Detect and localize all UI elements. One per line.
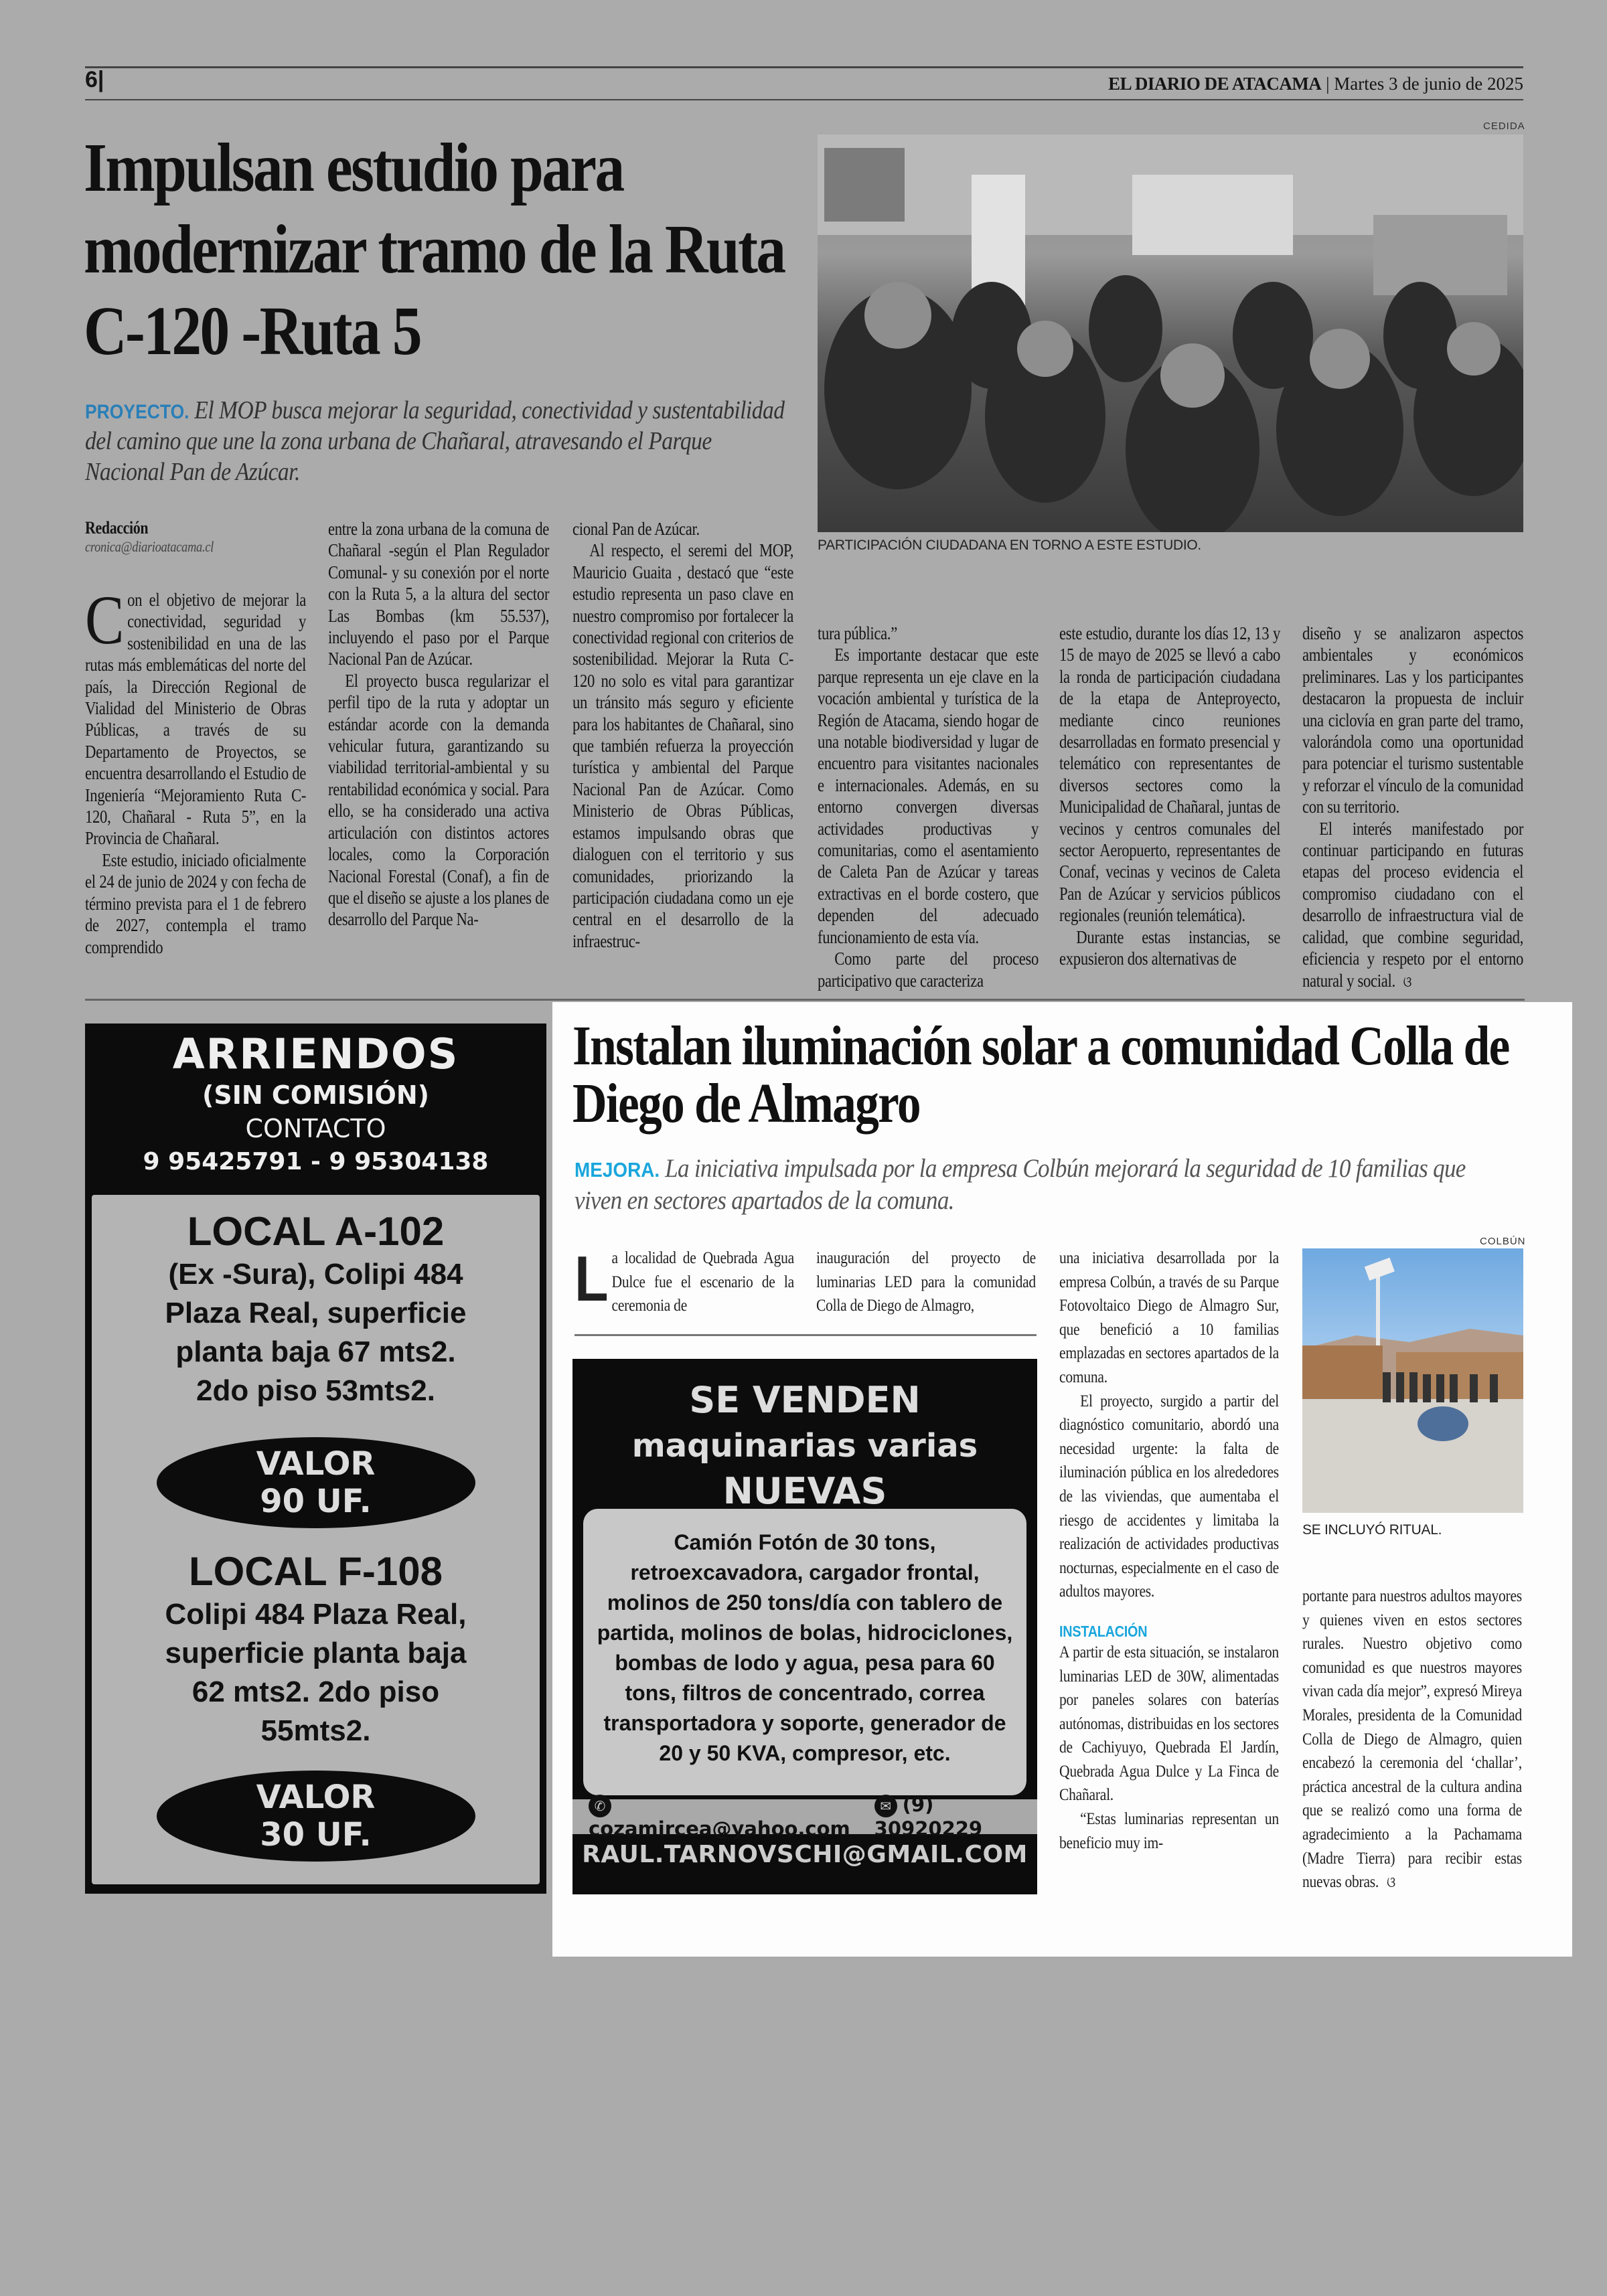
dropcap: C [85,582,125,659]
paragraph: El interés manifestado por continuar participando en futuras etapas del proceso evidencia el compromiso ciudadano con el desarrollo de infraestructura vial de calidad, que combine seguridad, eficiencia y respeto por el entorno natural y social. [1302,818,1524,991]
rental-ad-title: ARRIENDOS [172,1030,459,1078]
meeting-photo-illustration [818,135,1523,532]
machinery-ad-title: SE VENDEN [689,1379,921,1421]
machinery-ad-subtitle-2: NUEVAS [722,1470,887,1512]
machinery-ad-contact-row [572,1793,1037,1840]
rental-ad-phones[interactable]: 9 95425791 - 9 95304138 [143,1148,489,1175]
local2-line: 62 mts2. 2do piso [192,1675,440,1708]
article1-photo-credit: CEDIDA [1483,120,1525,132]
machinery-ad-items: Camión Fotón de 30 tons, retroexcavadora, cargador frontal, molinos de 250 tons/día con tablero de partida, molinos de bolas, hidrociclones, bombas de lodo y agua, pesa para 60 tons, filtros de concentrado, correa transportadora y soporte, generador de 20 y 50 KVA, compresor, etc. [583,1509,1026,1795]
local1-line: (Ex -Sura), Colipi 484 [168,1258,463,1291]
byline: Redacción [85,518,149,538]
paragraph: una iniciativa desarrollada por la empresa Colbún, a través de su Parque Fotovoltaico Diego de Almagro Sur, que benefició a 10 familias emplazadas en sectores apartados de la comuna. [1059,1249,1279,1386]
machinery-sale-ad [572,1359,1037,1894]
paragraph: tura pública.” [818,623,898,643]
phone-icon: ✆ [589,1795,611,1817]
local2-title: LOCAL F-108 [189,1549,443,1594]
paragraph: portante para nuestros adultos mayores y quienes viven en estos sectores rurales. Nuestro objetivo como comunidad es que nuestros mayores vivan cada día mejor”, expresó Mireya Morales, presidenta de la Comunidad Colla de Diego de Almagro, quien encabezó la ceremonia del ‘challar’, práctica ancestral de la cultura andina que se realizó como una forma de agradecimiento a la Pachamama (Madre Tierra) para recibir estas nuevas obras. [1302,1587,1522,1892]
top-rule [85,66,1523,68]
local1-title: LOCAL A-102 [187,1209,445,1254]
envelope-icon: ✉ [874,1795,897,1817]
article2-lead [575,1153,1515,1217]
local1-price-badge [157,1437,475,1528]
dropcap: L [575,1243,609,1315]
article1-photo [818,135,1523,532]
section-rule [85,999,1525,1001]
paragraph: Durante estas instancias, se expusieron dos alternativas de [1059,926,1281,969]
article2-photo-caption: SE INCLUYÓ RITUAL. [1302,1522,1442,1538]
paragraph: Al respecto, el seremi del MOP, Mauricio Guaita , destacó que “este estudio representa un paso clave en nuestro compromiso por fortalecer la conectividad regional con criterios de sostenibilidad. Mejorar la Ruta C-120 no solo es vital para garantizar un tránsito más seguro y eficiente para los habitantes de Chañaral, sino que también refuerza la proyección turística y ambiental del Parque Nacional Pan de Azúcar. Como Ministerio de Obras Públicas, estamos impulsando obras que dialoguen con el territorio y sus comunidades, priorizando la participación ciudadana como un eje central en el desarrollo de la infraestruc- [572,540,794,951]
paragraph: “Estas luminarias representan un beneficio muy im- [1059,1810,1279,1852]
article2-rule [575,1334,1037,1336]
paragraph: Es importante destacar que este parque representa un eje clave en la vocación ambiental y turística de la Región de Atacama, siendo hogar de una notable biodiversidad y lugar de encuentro para visitantes nacionales e internacionales. Además, en su entorno convergen diversas actividades productivas y comunitarias, como el asentamiento de Caleta Pan de Azúcar y tareas extractivas en el borde costero, que dependen del adecuado funcionamiento de esta vía. [818,645,1039,947]
contact-email-2[interactable]: RAUL.TARNOVSCHI@GMAIL.COM [582,1841,1028,1868]
end-mark-icon: ଓ [1387,1874,1395,1892]
local1-line: Plaza Real, superficie [165,1297,467,1329]
contact-phone[interactable]: (9) 30920229 [874,1793,983,1840]
article1-photo-caption: PARTICIPACIÓN CIUDADANA EN TORNO A ESTE ESTUDIO. [818,538,1201,553]
local1-price: 90 UF. [260,1483,372,1520]
paragraph: este estudio, durante los días 12, 13 y 15 de mayo de 2025 se llevó a cabo la ronda de participación ciudadana de la etapa de Anteproyecto, mediante cinco reuniones desarrolladas en formato presencial y telemático con representantes de diversos sectores como la Municipalidad de Chañaral, juntas de vecinos y centros comunales del sector Aeropuerto, representantes de Conaf, vecinas y vecinos de Caleta Pan de Azúcar y servicios públicos regionales (reunión telemática). [1059,623,1281,926]
byline-email[interactable]: cronica@diarioatacama.cl [85,538,214,555]
header-rule [85,99,1523,100]
article2-column-3 [1059,1246,1279,1855]
local2-line: Colipi 484 Plaza Real, [165,1598,467,1631]
newspaper-name: EL DIARIO DE ATACAMA [1108,74,1322,94]
article1-column-4 [818,623,1039,991]
article2-photo [1302,1248,1523,1513]
machinery-ad-subtitle: maquinarias varias [631,1427,978,1465]
paragraph: on el objetivo de mejorar la conectividad, seguridad y sostenibilidad en una de las rutas más emblemáticas del norte del país, la Dirección Regional de Vialidad del Ministerio de Obras Públicas, a través de su Departamento de Proyectos, se encuentra desarrollando el Estudio de Ingeniería “Mejoramiento Ruta C-120, Chañaral - Ruta 5”, en la Provincia de Chañaral. [85,590,307,849]
article1-column-3 [572,518,793,952]
local2-price-badge [157,1771,475,1862]
paragraph: A partir de esta situación, se instalaron luminarias LED de 30W, alimentadas por paneles solares con baterías autónomas, distribuidas en los sectores de Cachiyuyo, Quebrada El Jardín, Quebrada Agua Dulce y La Finca de Chañaral. [1059,1643,1279,1805]
article2-photo-credit: COLBÚN [1480,1236,1526,1247]
paragraph: diseño y se analizaron aspectos ambientales y económicos preliminares. Las y los participantes destacaron la propuesta de incluir una ciclovía en gran parte del tramo, valorándola como una oportunidad para potenciar el turismo sustentable y reforzar el vínculo de la comunidad con su territorio. [1302,623,1524,817]
article2-kicker: MEJORA. [575,1158,660,1181]
article1-column-6 [1302,623,1523,993]
end-mark-icon: ଓ [1403,973,1412,991]
article1-column-1 [85,518,306,958]
paragraph: El proyecto, surgido a partir del diagnóstico comunitario, abordó una necesidad urgente: la falta de iluminación pública en los alrededores de las viviendas, que aumentaba el riesgo de accidentes y limitaba la realización de actividades productivas nocturnas, especialmente en el caso de adultos mayores. [1059,1392,1279,1601]
rental-ad-header [92,1030,540,1195]
paragraph: a localidad de Quebrada Agua Dulce fue el escenario de la ceremonia de [611,1249,794,1315]
paragraph: entre la zona urbana de la comuna de Chañaral -según el Plan Regulador Comunal- y su conexión por el norte con la Ruta 5, a la altura del sector Las Bombas (km 55.537), incluyendo el paso por el Parque Nacional Pan de Azúcar. [328,519,550,669]
masthead [1108,74,1523,94]
issue-date: Martes 3 de junio de 2025 [1334,74,1523,94]
article2-column-4 [1302,1584,1522,1895]
local2-line: superficie planta baja [165,1637,467,1669]
paragraph: cional Pan de Azúcar. [572,519,700,539]
article2-lead-text: La iniciativa impulsada por la empresa Colbún mejorará la seguridad de 10 familias que viven en sectores apartados de la comuna. [575,1154,1466,1215]
article1-column-2 [328,518,549,930]
article1-column-5 [1059,623,1280,970]
local1-price-label: VALOR [256,1445,376,1483]
masthead-separator: | [1326,74,1330,94]
rental-ad [85,1023,546,1894]
local1-line: 2do piso 53mts2. [196,1374,435,1407]
rental-ad-body [92,1195,540,1884]
article1-lead [85,395,795,487]
subheading-instalacion: INSTALACIÓN [1059,1622,1148,1640]
paragraph: Este estudio, iniciado oficialmente el 24 de junio de 2024 y con fecha de término prevista para el 1 de febrero de 2027, contempla el tramo comprendido [85,849,307,957]
rental-ad-subtitle: (SIN COMISIÓN) [202,1080,430,1110]
paragraph: inauguración del proyecto de luminarias LED para la comunidad Colla de Diego de Almagro, [816,1249,1036,1315]
article2-column-1 [575,1243,794,1318]
page-number: 6| [85,67,104,92]
machinery-ad-header [582,1368,1028,1512]
rental-ad-contact-label: CONTACTO [245,1114,386,1143]
local2-line: 55mts2. [260,1714,371,1747]
article2-headline: Instalan iluminación solar a comunidad Colla de Diego de Almagro [572,1015,1509,1135]
paragraph: Como parte del proceso participativo que caracteriza [818,949,1039,991]
article1-headline: Impulsan estudio para modernizar tramo de la Ruta C-120 -Ruta 5 [84,129,785,370]
contact-email[interactable]: cozamircea@yahoo.com [589,1817,850,1840]
article1-lead-text: El MOP busca mejorar la seguridad, conectividad y sustentabilidad del camino que une la zona urbana de Chañaral, atravesando el Parque Nacional Pan de Azúcar. [85,396,785,486]
local2-price-label: VALOR [256,1779,376,1816]
local2-price: 30 UF. [260,1816,372,1854]
paragraph: El proyecto busca regularizar el perfil tipo de la ruta y adoptar un estándar acorde con la demanda vehicular futura, garantizando su viabilidad territorial-ambiental y su rentabilidad económica y social. Para ello, se ha considerado una activa articulación con distintos actores locales, como la Corporación Nacional Forestal (Conaf), a fin de que el diseño se ajuste a los planes de desarrollo del Parque Na- [328,670,550,930]
solar-light-photo-illustration [1302,1248,1523,1513]
article2-column-2 [816,1246,1036,1318]
local1-line: planta baja 67 mts2. [175,1335,456,1368]
article1-kicker: PROYECTO. [85,401,189,423]
